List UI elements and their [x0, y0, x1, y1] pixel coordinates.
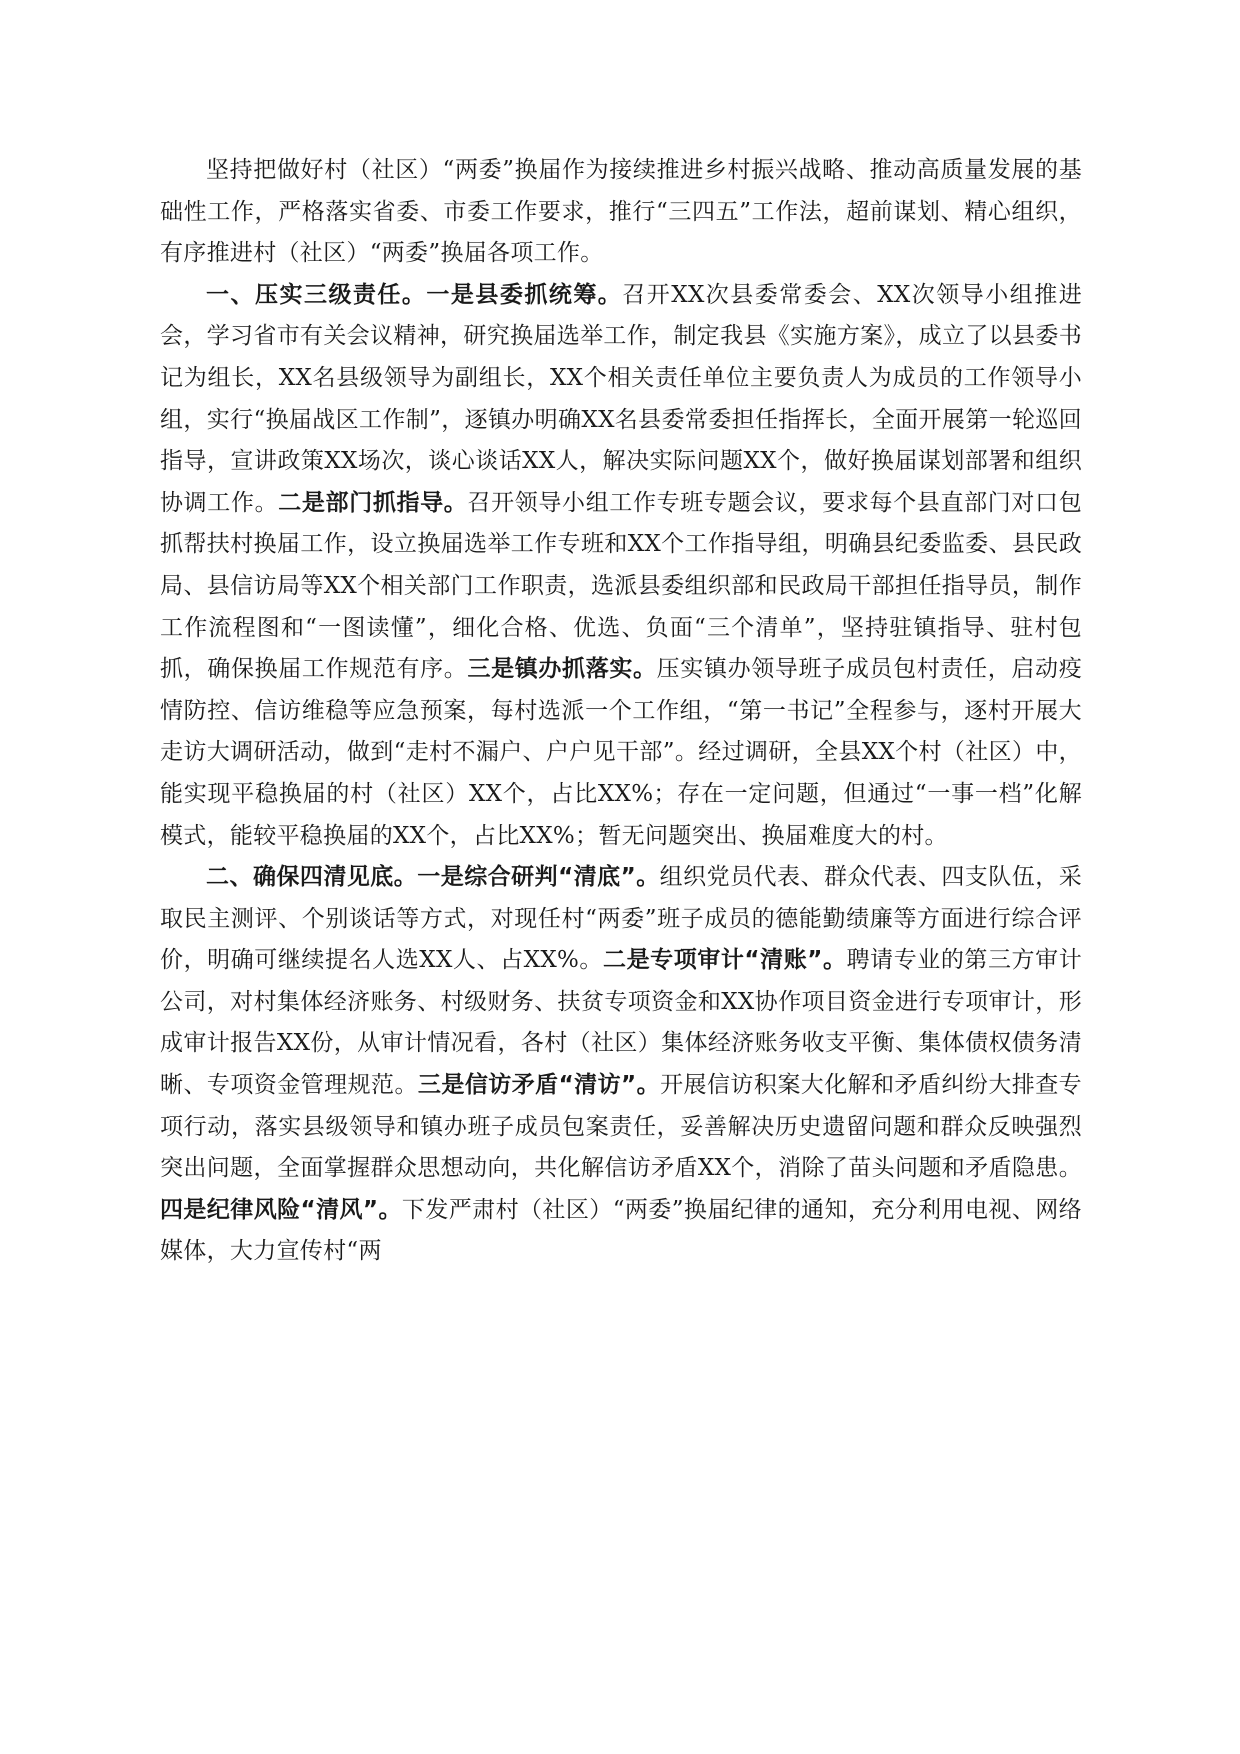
section-one-text-3: 压实镇办领导班子成员包村责任，启动疫情防控、信访维稳等应急预案，每村选派一个工作组，“第一书记”全程参与，逐村开展大走访大调研活动，做到“走村不漏户、户户见干部”。经过调研，全县XX个村（社区）中，能实现平稳换届的村（社区）XX个，占比XX%；存在一定问题，但通过“一事一档”化解模式，能较平稳换届的XX个，占比XX%；暂无问题突出、换届难度大的村。: [160, 656, 1082, 849]
section-one-subheading-2: 二是部门抓指导。: [278, 489, 468, 516]
section-two-text-1: 组织党员代表、群众代表、四支队伍，采取民主测评、个别谈话等方式，对现任村“两委”班子成员的德能勤绩廉等方面进行综合评价，明确可继续提名人选XX人、占XX%。: [160, 864, 1082, 974]
intro-paragraph: [160, 150, 1082, 275]
section-two-subheading-3: 三是信访矛盾“清访”。: [417, 1072, 661, 1099]
section-two-text-3: 开展信访积案大化解和矛盾纠纷大排查专项行动，落实县级领导和镇办班子成员包案责任，妥善解决历史遗留问题和群众反映强烈突出问题，全面掌握群众思想动向，共化解信访矛盾XX个，消除了苗头问题和矛盾隐患。: [160, 1072, 1082, 1182]
section-two-heading: 二、确保四清见底。一是综合研判“清底”。: [206, 864, 660, 891]
section-two-subheading-2: 二是专项审计“清账”。: [603, 947, 847, 974]
document-page: [160, 150, 1082, 1273]
section-one-subheading-3: 三是镇办抓落实。: [467, 656, 657, 683]
intro-text: 坚持把做好村（社区）“两委”换届作为接续推进乡村振兴战略、推动高质量发展的基础性工作，严格落实省委、市委工作要求，推行“三四五”工作法，超前谋划、精心组织，有序推进村（社区）“两委”换届各项工作。: [160, 157, 1082, 267]
section-two-text-2: 聘请专业的第三方审计公司，对村集体经济账务、村级财务、扶贫专项资金和XX协作项目资金进行专项审计，形成审计报告XX份，从审计情况看，各村（社区）集体经济账务收支平衡、集体债权债务清晰、专项资金管理规范。: [160, 947, 1083, 1099]
section-one-text-2: 召开领导小组工作专班专题会议，要求每个县直部门对口包抓帮扶村换届工作，设立换届选举工作专班和XX个工作指导组，明确县纪委监委、县民政局、县信访局等XX个相关部门工作职责，选派县委组织部和民政局干部担任指导员，制作工作流程图和“一图读懂”，细化合格、优选、负面“三个清单”，坚持驻镇指导、驻村包抓，确保换届工作规范有序。: [160, 489, 1082, 683]
section-two-paragraph: [160, 857, 1082, 1273]
section-two-subheading-4: 四是纪律风险“清风”。: [160, 1196, 402, 1223]
section-one-heading: 一、压实三级责任。一是县委抓统筹。: [206, 281, 623, 308]
section-one-paragraph: [160, 275, 1082, 857]
section-two-text-4: 下发严肃村（社区）“两委”换届纪律的通知，充分利用电视、网络媒体，大力宣传村“两: [160, 1196, 1082, 1265]
section-one-text-1: 召开XX次县委常委会、XX次领导小组推进会，学习省市有关会议精神，研究换届选举工作，制定我县《实施方案》，成立了以县委书记为组长，XX名县级领导为副组长，XX个相关责任单位主要负责人为成员的工作领导小组，实行“换届战区工作制”，逐镇办明确XX名县委常委担任指挥长，全面开展第一轮巡回指导，宣讲政策XX场次，谈心谈话XX人，解决实际问题XX个，做好换届谋划部署和组织协调工作。: [160, 281, 1082, 516]
